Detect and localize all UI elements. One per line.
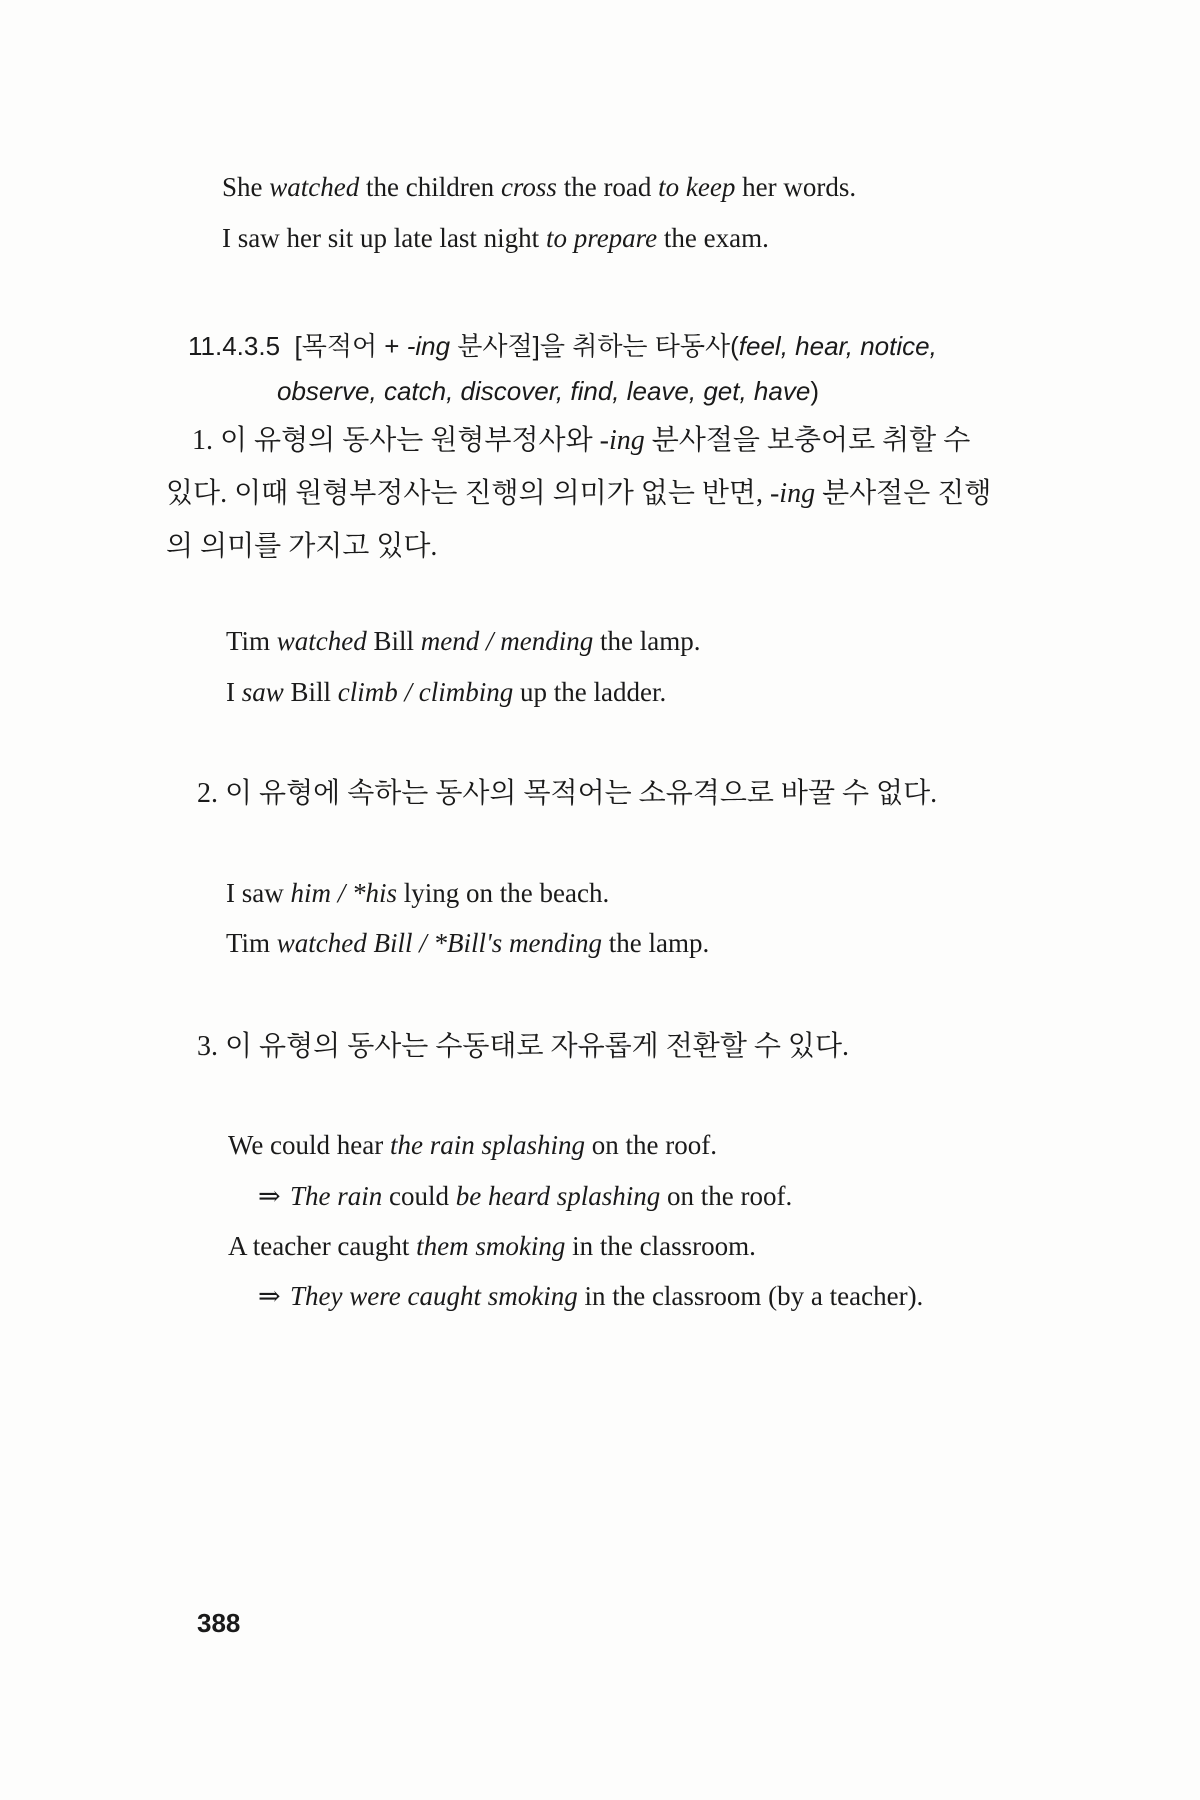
point-1-line: 의 의미를 가지고 있다. <box>166 531 438 562</box>
example-line: I saw him / *his lying on the beach. <box>226 878 610 908</box>
example-line: She watched the children cross the road to keep her words. <box>222 172 857 202</box>
example-line: ⇒ The rain could be heard splashing on the roof. <box>258 1181 793 1211</box>
example-line: I saw her sit up late last night to prepare the exam. <box>222 223 769 253</box>
implies-arrow-icon: ⇒ <box>258 1181 281 1211</box>
point-2: 2. 이 유형에 속하는 동사의 목적어는 소유격으로 바꿀 수 없다. <box>197 778 938 809</box>
point-1-line: 1. 이 유형의 동사는 원형부정사와 -ing 분사절을 보충어로 취할 수 <box>192 425 971 456</box>
section-heading-continued: observe, catch, discover, find, leave, get, have) <box>277 376 819 406</box>
example-line: ⇒ They were caught smoking in the classroom (by a teacher). <box>258 1281 924 1311</box>
point-1-line: 있다. 이때 원형부정사는 진행의 의미가 없는 반면, -ing 분사절은 진행 <box>166 478 992 509</box>
example-line: A teacher caught them smoking in the classroom. <box>228 1231 756 1261</box>
section-heading: 11.4.3.5 [목적어 + -ing 분사절]을 취하는 타동사(feel, hear, notice, <box>188 331 937 361</box>
example-line: Tim watched Bill / *Bill's mending the lamp. <box>226 928 710 958</box>
implies-arrow-icon: ⇒ <box>258 1281 281 1311</box>
example-line: We could hear the rain splashing on the roof. <box>228 1130 717 1160</box>
page-number: 388 <box>197 1608 241 1638</box>
point-3: 3. 이 유형의 동사는 수동태로 자유롭게 전환할 수 있다. <box>197 1031 850 1062</box>
example-line: Tim watched Bill mend / mending the lamp. <box>226 626 701 656</box>
example-line: I saw Bill climb / climbing up the ladder. <box>226 677 667 707</box>
